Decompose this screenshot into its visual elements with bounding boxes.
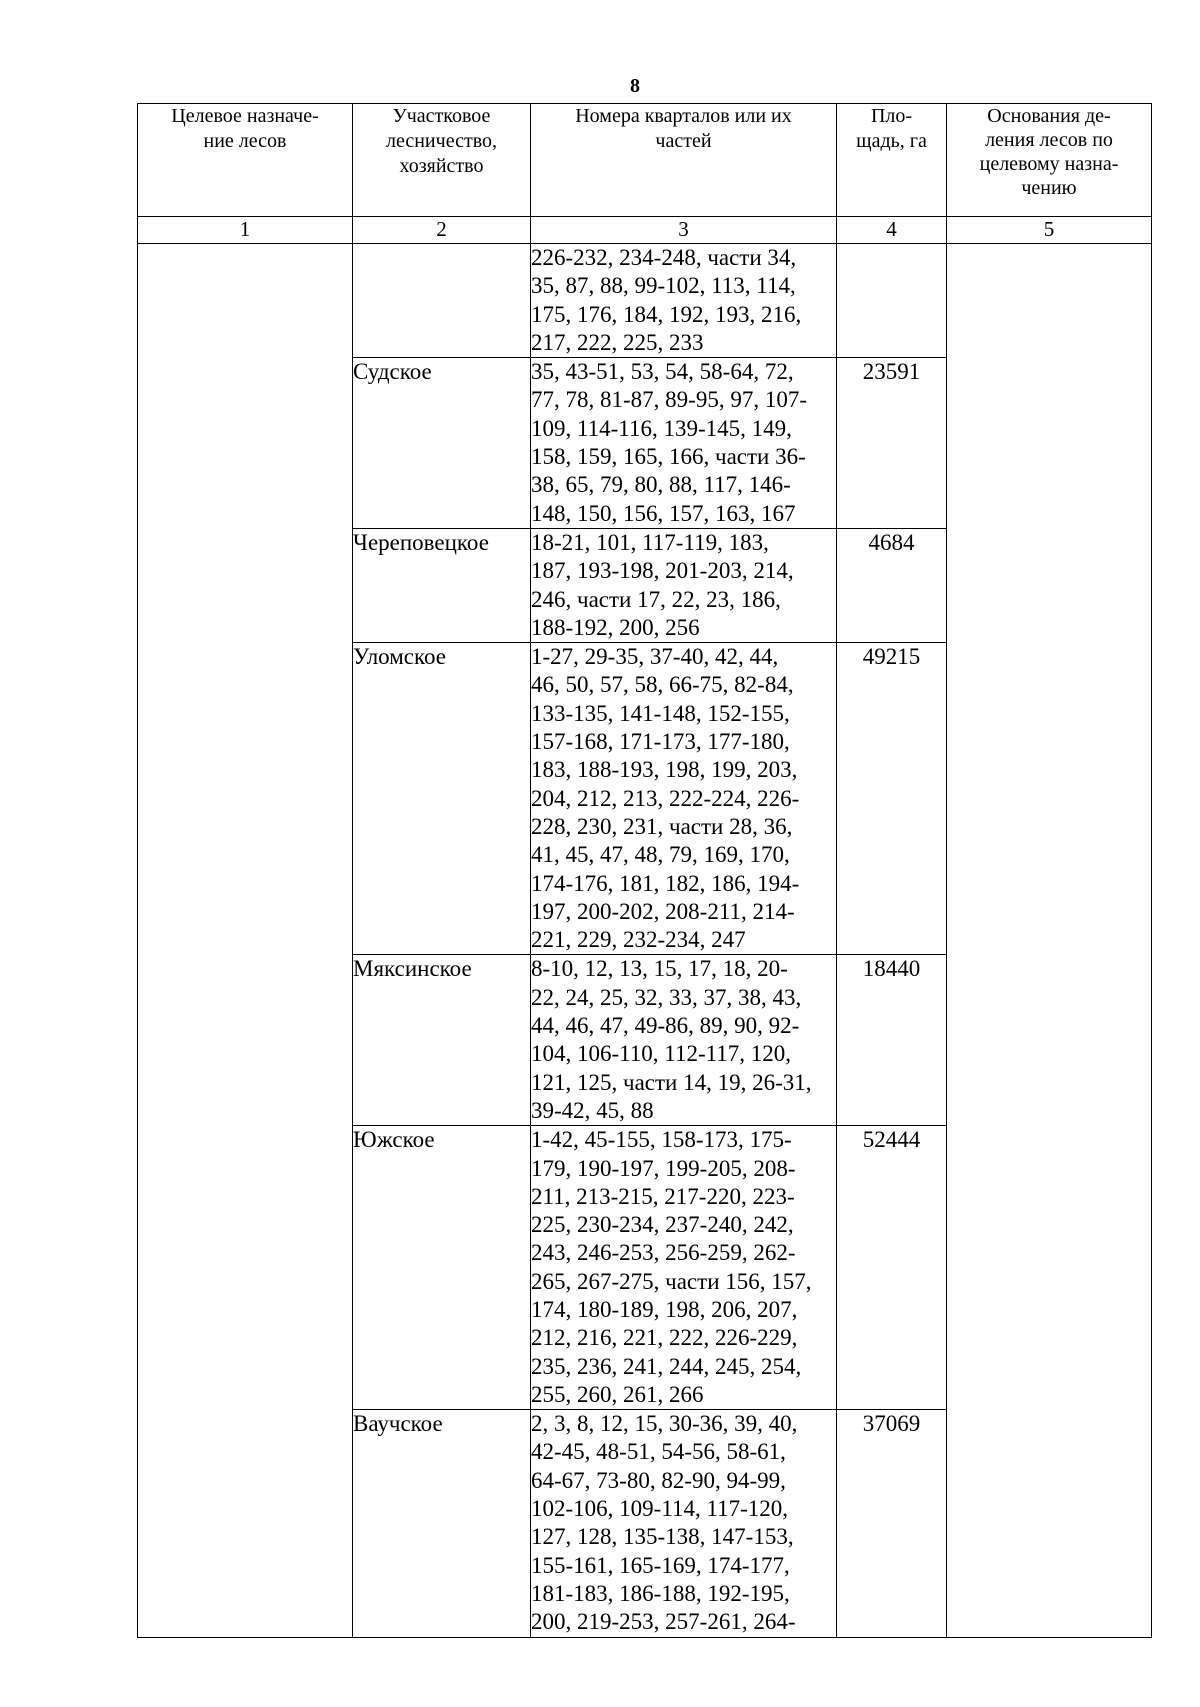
text-line: целевому назна- (979, 153, 1119, 175)
text-line: Целевое назначе- (171, 105, 319, 127)
text-line: 38, 65, 79, 80, 88, 117, 146- (531, 472, 791, 498)
column-number: 4 (837, 217, 947, 244)
text-line: 148, 150, 156, 157, 163, 167 (531, 500, 796, 526)
header-purpose (138, 104, 353, 217)
text-line: 226-232, 234-248, части 34, (531, 245, 797, 270)
area-value: 4684 (837, 528, 947, 642)
text-line: ления лесов по (985, 129, 1113, 151)
forestry-name: Судское (353, 358, 531, 529)
area-value: 37069 (837, 1410, 947, 1637)
text-line: 187, 193-198, 201-203, 214, (531, 558, 794, 584)
column-number: 1 (138, 217, 353, 244)
text-line: Номера кварталов или их (575, 105, 792, 127)
text-line: 235, 236, 241, 244, 245, 254, (531, 1353, 802, 1379)
text-line: 133-135, 141-148, 152-155, (531, 700, 790, 726)
forestry-name: Мяксинское (353, 955, 531, 1126)
text-line: чению (1021, 177, 1077, 199)
area-value (837, 244, 947, 358)
text-line: 255, 260, 261, 266 (531, 1381, 704, 1407)
text-line: 211, 213-215, 217-220, 223- (531, 1183, 795, 1209)
text-line: 102-106, 109-114, 117-120, (531, 1496, 789, 1522)
forest-purpose-table (137, 103, 1152, 1638)
text-line: 109, 114-116, 139-145, 149, (531, 415, 792, 441)
column-number: 5 (947, 217, 1152, 244)
text-line: частей (655, 130, 712, 152)
quarters-list (531, 528, 837, 642)
text-line: 188-192, 200, 256 (531, 614, 700, 640)
text-line: 174-176, 181, 182, 186, 194- (531, 870, 800, 896)
area-value: 18440 (837, 955, 947, 1126)
text-line: 77, 78, 81-87, 89-95, 97, 107- (531, 387, 807, 413)
area-value: 52444 (837, 1126, 947, 1410)
text-line: 225, 230-234, 237-240, 242, (531, 1212, 794, 1238)
text-line: 179, 190-197, 199-205, 208- (531, 1155, 796, 1181)
text-line: хозяйство (399, 155, 484, 177)
text-line: 174, 180-189, 198, 206, 207, (531, 1296, 798, 1322)
quarters-list (531, 643, 837, 955)
text-line: ние лесов (203, 130, 287, 152)
text-line: 35, 87, 88, 99-102, 113, 114, (531, 273, 796, 299)
quarters-list (531, 1126, 837, 1410)
header-forestry (353, 104, 531, 217)
purpose-cell (138, 244, 353, 1638)
text-line: 35, 43-51, 53, 54, 58-64, 72, (531, 359, 794, 385)
text-line: 212, 216, 221, 222, 226-229, (531, 1325, 798, 1351)
text-line: 104, 106-110, 112-117, 120, (531, 1041, 792, 1067)
forestry-name: Ваучское (353, 1410, 531, 1637)
text-line: 155-161, 165-169, 174-177, (531, 1552, 790, 1578)
text-line: Пло- (870, 105, 913, 127)
header-area (837, 104, 947, 217)
quarters-list (531, 1410, 837, 1637)
text-line: 175, 176, 184, 192, 193, 216, (531, 301, 802, 327)
area-value: 49215 (837, 643, 947, 955)
text-line: 2, 3, 8, 12, 15, 30-36, 39, 40, (531, 1411, 798, 1437)
text-line: 41, 45, 47, 48, 79, 169, 170, (531, 842, 790, 868)
text-line: 127, 128, 135-138, 147-153, (531, 1524, 794, 1550)
column-number: 3 (531, 217, 837, 244)
table-row (138, 244, 1152, 358)
text-line: Основания де- (987, 105, 1111, 127)
text-line: 42-45, 48-51, 54-56, 58-61, (531, 1439, 786, 1465)
text-line: 265, 267-275, части 156, 157, (531, 1268, 812, 1294)
column-number-row (138, 217, 1152, 244)
text-line: 18-21, 101, 117-119, 183, (531, 529, 769, 555)
quarters-list (531, 358, 837, 529)
text-line: 46, 50, 57, 58, 66-75, 82-84, (531, 672, 794, 698)
column-number: 2 (353, 217, 531, 244)
forestry-name: Южское (353, 1126, 531, 1410)
text-line: 64-67, 73-80, 82-90, 94-99, (531, 1467, 786, 1493)
area-value: 23591 (837, 358, 947, 529)
forestry-name (353, 244, 531, 358)
quarters-list (531, 244, 837, 358)
forestry-name: Череповецкое (353, 528, 531, 642)
page-number: 8 (630, 75, 640, 97)
quarters-list (531, 955, 837, 1126)
text-line: 204, 212, 213, 222-224, 226- (531, 785, 800, 811)
text-line: щадь, га (856, 130, 927, 152)
text-line: 158, 159, 165, 166, части 36- (531, 444, 806, 470)
text-line: 22, 24, 25, 32, 33, 37, 38, 43, (531, 984, 802, 1010)
table-header-row (138, 104, 1152, 217)
text-line: 183, 188-193, 198, 199, 203, (531, 757, 798, 783)
text-line: 246, части 17, 22, 23, 186, (531, 586, 781, 612)
text-line: 217, 222, 225, 233 (531, 329, 704, 355)
text-line: 157-168, 171-173, 177-180, (531, 729, 790, 755)
text-line: Участковое (392, 105, 491, 127)
text-line: 39-42, 45, 88 (531, 1097, 654, 1123)
header-basis (947, 104, 1152, 217)
text-line: 197, 200-202, 208-211, 214- (531, 898, 795, 924)
text-line: 121, 125, части 14, 19, 26-31, (531, 1069, 812, 1095)
text-line: лесничество, (386, 130, 497, 152)
text-line: 1-27, 29-35, 37-40, 42, 44, (531, 644, 779, 670)
text-line: 181-183, 186-188, 192-195, (531, 1580, 790, 1606)
text-line: 243, 246-253, 256-259, 262- (531, 1240, 796, 1266)
header-quarters (531, 104, 837, 217)
basis-cell (947, 244, 1152, 1638)
text-line: 228, 230, 231, части 28, 36, (531, 813, 793, 839)
text-line: 1-42, 45-155, 158-173, 175- (531, 1127, 792, 1153)
text-line: 8-10, 12, 13, 15, 17, 18, 20- (531, 956, 788, 982)
text-line: 200, 219-253, 257-261, 264- (531, 1609, 796, 1635)
forestry-name: Уломское (353, 643, 531, 955)
text-line: 221, 229, 232-234, 247 (531, 927, 746, 953)
text-line: 44, 46, 47, 49-86, 89, 90, 92- (531, 1013, 800, 1039)
